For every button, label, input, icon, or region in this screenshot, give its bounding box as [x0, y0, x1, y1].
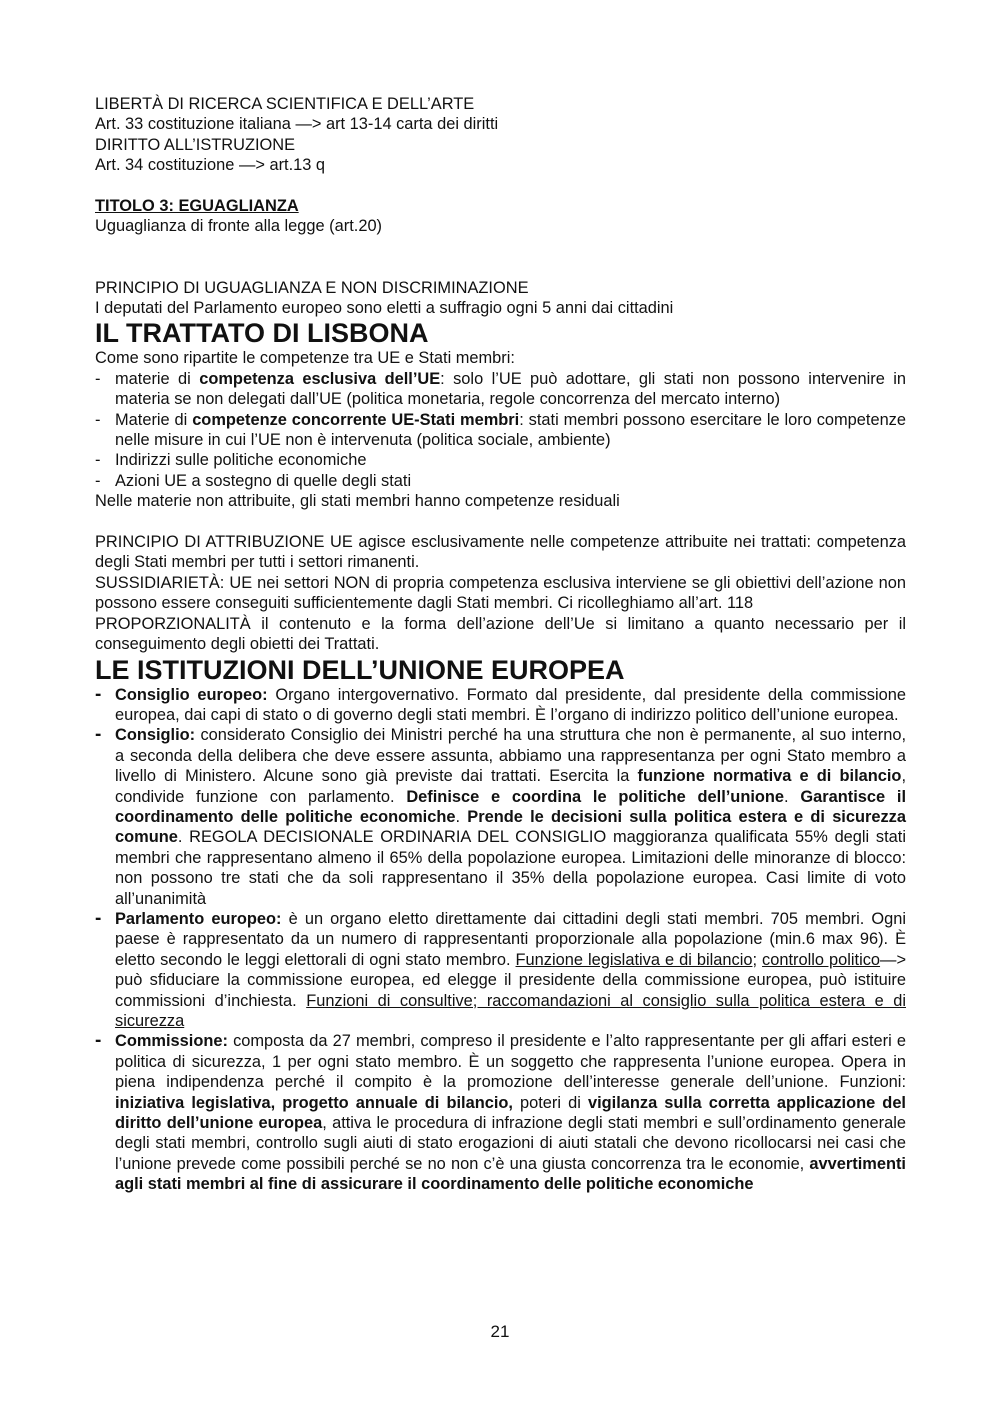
- item-text: , attiva le procedura di infrazione degli stati membri e sull’ordinamento generale degli stati membri, controllo sugli aiuti di stato erogazioni di aiuti statali che devono ricollocarsi nei casi che l’unione prevede come possibili perché se no non c’è una giusta concorrenza tra le economie,: [115, 1114, 906, 1173]
- item-text: Organo intergovernativo. Formato dal presidente, dal presidente della commissione europea, dai capi di stato o di governo degli stati membri. È l’organo di indirizzo politico dell’unione europea.: [115, 685, 906, 724]
- item-label: Parlamento europeo:: [115, 909, 282, 928]
- spacer: [95, 512, 906, 532]
- principio-sussidiarieta: SUSSIDIARIETÀ: UE nei settori NON di propria competenza esclusiva interviene se gli obiettivi dell’azione non possono essere conseguiti sufficientemente dagli Stati membri. Ci ricolleghiamo all’art. 118: [95, 573, 906, 613]
- principio-line-2: I deputati del Parlamento europeo sono eletti a suffragio ogni 5 anni dai cittadini: [95, 299, 674, 318]
- item-bold: vigilanza sulla corretta applicazione del diritto dell’unione europea: [115, 1093, 906, 1133]
- item-text: composta da 27 membri, compreso il presidente e l’alto rappresentante per gli affari esteri e politica di sicurezza, 1 per ogni stato membro. È un soggetto che rappresenta l’unione europea. Opera in piena indipendenza perché il compito è la promozione dell’interesse generale dell’unione. Funzioni:: [115, 1032, 906, 1092]
- lisbona-heading: IL TRATTATO DI LISBONA: [95, 318, 429, 349]
- item-text: : solo l’UE può adottare, gli stati non possono intervenire in materia se non delegati dall’UE (politica monetaria, regole concorrenza del mercato interno): [115, 369, 906, 409]
- list-item-commissione: [95, 1031, 906, 1194]
- list-item: [95, 369, 906, 410]
- list-item-consiglio-europeo: [95, 685, 906, 726]
- istituzioni-heading: LE ISTITUZIONI DELL’UNIONE EUROPEA: [95, 654, 625, 685]
- item-label: Consiglio:: [115, 726, 196, 745]
- page-number: 21: [490, 1322, 510, 1341]
- item-bold: iniziativa legislativa, progetto annuale di bilancio,: [115, 1093, 513, 1112]
- item-label: Commissione:: [115, 1032, 228, 1051]
- item-text: considerato Consiglio dei Ministri perché ha una struttura che non è permanente, al suo interno, a seconda della delibera che deve essere assunta, abbiamo una rappresentanza per ogni Stato membro a livello di Ministero. Alcune sono già previste dai trattati. Esercita la: [115, 726, 906, 786]
- istituzioni-list: [95, 685, 906, 1195]
- principio-proporzionalita: PROPORZIONALITÀ il contenuto e la forma dell’azione dell’Ue si limitano a quanto necessario per il conseguimento degli obietti dei Trattati.: [95, 614, 906, 654]
- item-text: poteri di: [512, 1093, 588, 1112]
- item-bold: competenze concorrente UE-Stati membri: [192, 410, 520, 429]
- list-item-consiglio: [95, 725, 906, 909]
- item-text: materie di: [115, 369, 200, 388]
- spacer: [95, 176, 906, 196]
- item-text: .: [455, 807, 468, 826]
- titolo-3-line: Uguaglianza di fronte alla legge (art.20): [95, 217, 383, 236]
- item-underlined: Funzioni di consultive; raccomandazioni al consiglio sulla politica estera e di sicurezza: [115, 991, 906, 1031]
- list-item: - Indirizzi sulle politiche economiche: [95, 450, 906, 470]
- competenze-list: [95, 369, 906, 491]
- lisbona-intro: Come sono ripartite le competenze tra UE e Stati membri:: [95, 349, 515, 368]
- item-text: .: [784, 787, 801, 806]
- list-item: [95, 410, 906, 451]
- spacer: [95, 237, 906, 278]
- item-text: , condivide funzione con parlamento.: [115, 767, 906, 806]
- list-item-parlamento: [95, 909, 906, 1031]
- item-label: Consiglio europeo:: [115, 685, 268, 704]
- intro-line-1: LIBERTÀ DI RICERCA SCIENTIFICA E DELL’ARTE: [95, 95, 475, 113]
- item-underlined: Funzione legislativa e di bilancio: [515, 950, 753, 969]
- intro-line-3: DIRITTO ALL’ISTRUZIONE: [95, 135, 296, 154]
- item-bold: competenza esclusiva dell’UE: [199, 369, 441, 388]
- lisbona-outro: Nelle materie non attribuite, gli stati membri hanno competenze residuali: [95, 492, 620, 511]
- item-text: è un organo eletto direttamente dai cittadini degli stati membri. 705 membri. Ogni paese è rappresentato da un numero di rappresentanti proporzionale alla popolazione (min.6 max 96). È eletto secondo le leggi elettorali di ogni stato membro.: [115, 909, 906, 969]
- item-bold: Garantisce il coordinamento delle politiche economiche: [115, 787, 906, 826]
- principio-attribuzione: PRINCIPIO DI ATTRIBUZIONE UE agisce esclusivamente nelle competenze attribuite nei trattati: competenza degli Stati membri per tutti i settori rimanenti.: [95, 533, 906, 572]
- item-bold: Prende le decisioni sulla politica estera e di sicurezza comune: [115, 807, 906, 847]
- intro-line-2: Art. 33 costituzione italiana —> art 13-14 carta dei diritti: [95, 115, 499, 134]
- item-underlined: controllo politico: [762, 950, 881, 969]
- intro-line-4: Art. 34 costituzione —> art.13 q: [95, 156, 326, 175]
- document-page: [95, 94, 906, 1195]
- item-text: : stati membri possono esercitare le loro competenze nelle misure in cui l’UE non è intervenuta (politica sociale, ambiente): [115, 410, 906, 450]
- item-text: . REGOLA DECISIONALE ORDINARIA DEL CONSIGLIO maggioranza qualificata 55% degli stati membri che rappresentano almeno il 65% della popolazione europea. Limitazioni delle minoranze di blocco: non possono tre stati che da soli rappresentano il 35% della popolazione europea. Casi limite di voto all’unanimità: [115, 828, 906, 908]
- item-bold: Definisce e coordina le politiche dell’unione: [406, 787, 785, 806]
- item-bold: avvertimenti agli stati membri al fine di assicurare il coordinamento delle politiche economiche: [115, 1154, 906, 1194]
- item-text: Materie di: [115, 410, 193, 429]
- principio-line-1: PRINCIPIO DI UGUAGLIANZA E NON DISCRIMINAZIONE: [95, 278, 529, 297]
- item-bold: funzione normativa e di bilancio: [637, 767, 902, 786]
- item-text: ;: [752, 950, 763, 969]
- titolo-3-heading: TITOLO 3: EGUAGLIANZA: [95, 197, 299, 216]
- list-item: - Azioni UE a sostegno di quelle degli stati: [95, 471, 906, 491]
- item-text: —> può sfiduciare la commissione europea, ed elegge il presidente della commissione europea, può istituire commissioni d’inchiesta.: [115, 950, 907, 1010]
